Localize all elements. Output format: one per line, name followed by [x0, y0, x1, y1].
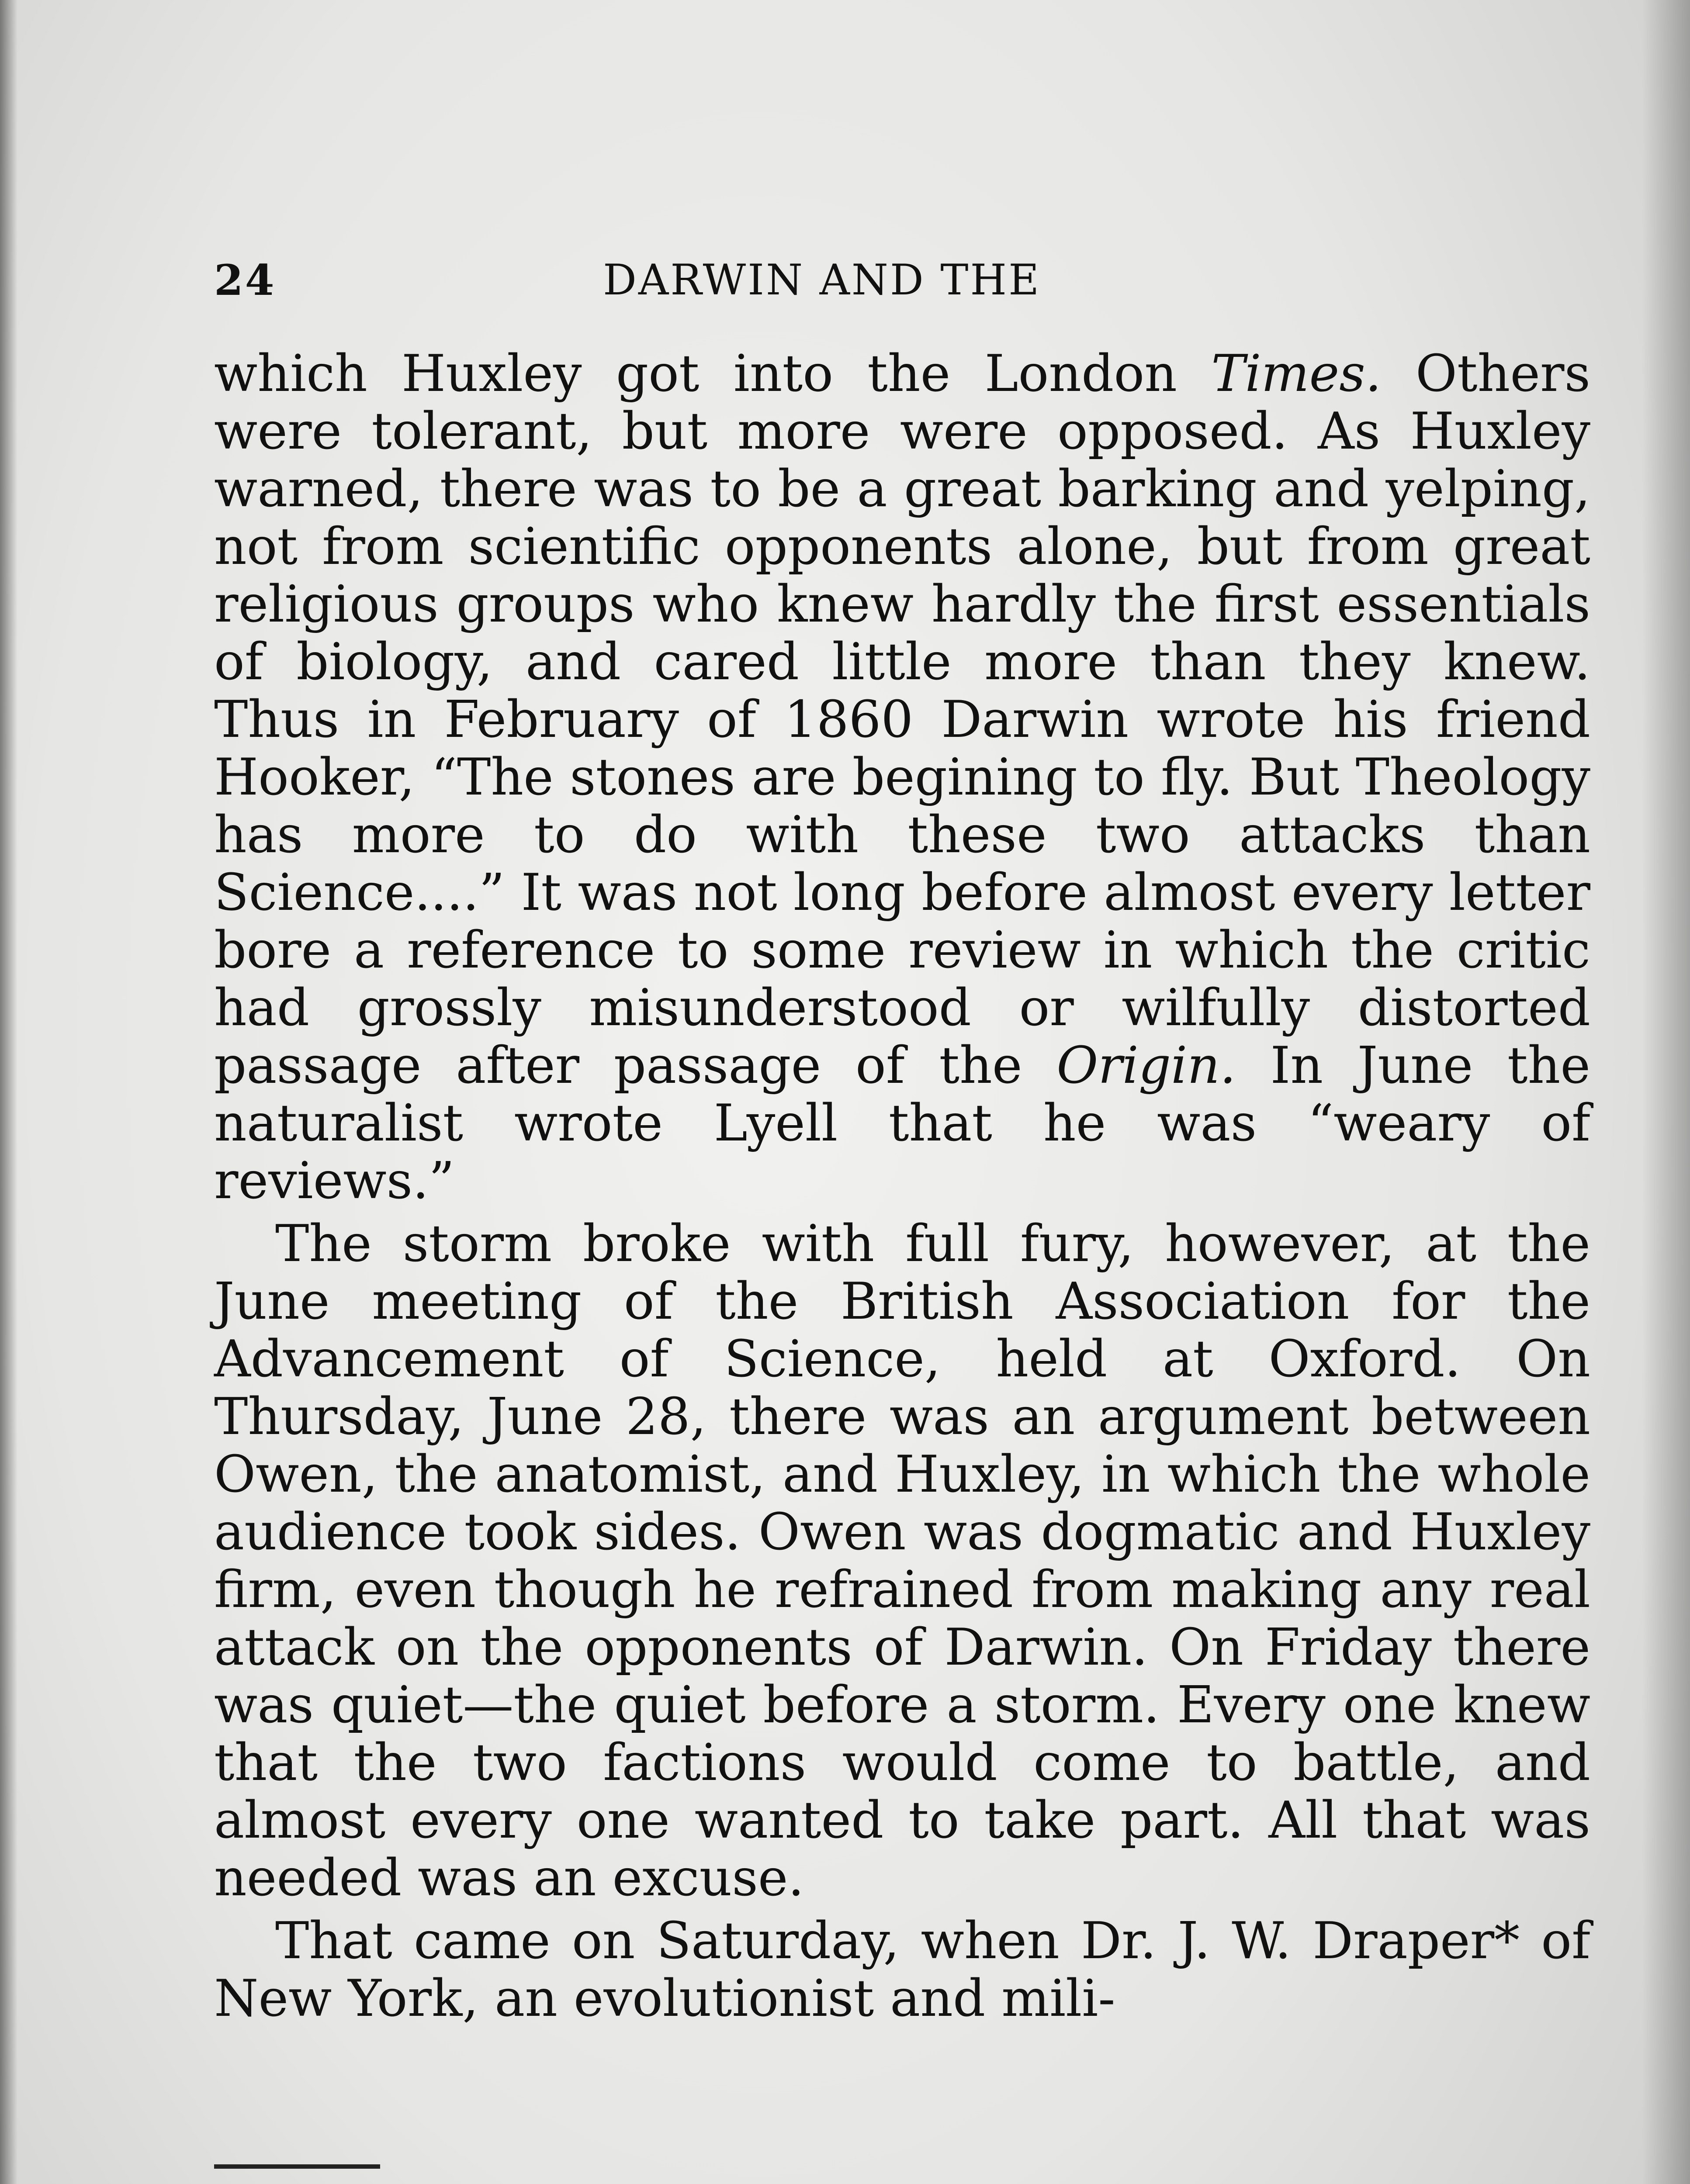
- times-italic: Times.: [1211, 344, 1382, 403]
- paragraph-1-part-b: Others were tolerant, but more were opposed. As Huxley warned, there was to be a great barking and yelping, not from scientific opponents alone, but from great religious groups who knew hardly the first essentials of biology, and cared little more than they knew. Thus in February of 1860 Darwin wrote his friend Hooker, “The stones are begining to fly. But Theology has more to do with these two attacks than Science....” It was not long before almost every letter bore a reference to some review in which the critic had grossly misunderstood or wilfully distorted passage after passage of the: [214, 344, 1590, 1095]
- paragraph-3: That came on Saturday, when Dr. J. W. Draper* of New York, an evolutionist and mili-: [214, 1911, 1590, 2028]
- paragraph-1: [214, 345, 1590, 1210]
- paragraph-1-part-a: which Huxley got into the London: [214, 344, 1212, 403]
- page-number: 24: [214, 256, 276, 305]
- body-text: [214, 345, 1590, 2033]
- running-title: DARWIN AND THE: [603, 256, 1041, 304]
- origin-italic: Origin.: [1056, 1036, 1236, 1095]
- page-shadow-left: [0, 0, 17, 2184]
- footnote-rule: [214, 2164, 380, 2169]
- running-head: [214, 256, 1590, 312]
- paragraph-2: The storm broke with full fury, however, at the June meeting of the British Association for the Advancement of Science, held at Oxford. On Thursday, June 28, there was an argument between Owen, the anatomist, and Huxley, in which the whole audience took sides. Owen was dogmatic and Huxley firm, even though he refrained from making any real attack on the opponents of Darwin. On Friday there was quiet—the quiet before a storm. Every one knew that the two factions would come to battle, and almost every one wanted to take part. All that was needed was an excuse.: [214, 1214, 1590, 1908]
- page-shadow-right: [1642, 0, 1690, 2184]
- paragraph-1-part-c: In June the naturalist wrote Lyell that he was “weary of reviews.”: [214, 1036, 1590, 1210]
